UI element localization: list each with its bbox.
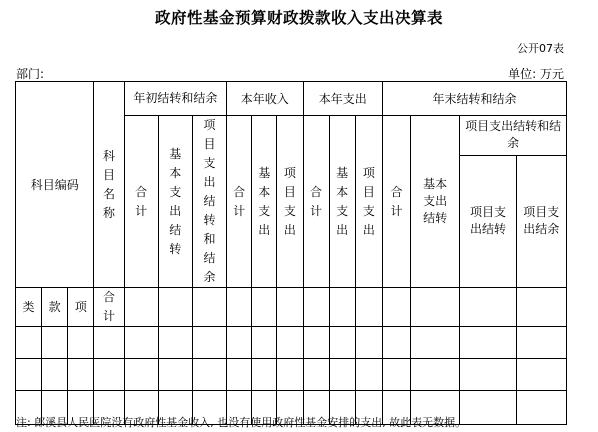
- unit-label: 单位: 万元: [508, 67, 564, 81]
- class-row: [16, 288, 567, 327]
- end-project-group-header: 项目支出结转和结余: [460, 116, 567, 156]
- header-row-1: [16, 82, 567, 116]
- end-total-header: 合计: [382, 116, 410, 288]
- table-cell: [411, 288, 460, 327]
- end-project-surplus-header: 项目支出结余: [516, 155, 566, 287]
- table-cell: [227, 288, 252, 327]
- table-cell: [158, 288, 192, 327]
- table-row: [16, 327, 567, 359]
- form-number: 公开07表: [517, 42, 564, 55]
- end-project-carry-header: 项目支出结转: [460, 155, 516, 287]
- income-basic-header: 基本支出: [252, 116, 277, 288]
- table-cell: [277, 288, 303, 327]
- begin-total-header: 合计: [124, 116, 158, 288]
- begin-basic-header: 基本支出结转: [158, 116, 192, 288]
- page-title: 政府性基金预算财政拨款收入支出决算表: [154, 9, 443, 27]
- table-cell: [460, 288, 516, 327]
- end-balance-header: 年末结转和结余: [382, 82, 566, 116]
- table-cell: [516, 288, 566, 327]
- class-kuan: 款: [42, 288, 68, 327]
- table-cell: [329, 288, 355, 327]
- expense-total-header: 合计: [303, 116, 329, 288]
- income-project-header: 项目支出: [277, 116, 303, 288]
- expense-basic-header: 基本支出: [329, 116, 355, 288]
- subject-name-header: 科目名称: [94, 82, 124, 288]
- table-cell: [252, 288, 277, 327]
- begin-balance-header: 年初结转和结余: [124, 82, 227, 116]
- table-cell: [355, 288, 382, 327]
- end-basic-header: 基本支出结转: [411, 116, 460, 288]
- expense-header: 本年支出: [303, 82, 382, 116]
- begin-project-header: 项目支出结转和结余: [192, 116, 226, 288]
- table-cell: [192, 288, 226, 327]
- department-label: 部门:: [16, 67, 45, 81]
- subject-code-header: 科目编码: [16, 82, 94, 288]
- table-cell: [382, 288, 410, 327]
- class-xiang: 项: [68, 288, 94, 327]
- footnote: 注: 郎溪县人民医院没有政府性基金收入, 也没有使用政府性基金安排的支出, 故此表无数据。: [16, 416, 467, 429]
- table-cell: [124, 288, 158, 327]
- income-total-header: 合计: [227, 116, 252, 288]
- expense-project-header: 项目支出: [355, 116, 382, 288]
- budget-table: [15, 81, 567, 425]
- table-cell: [303, 288, 329, 327]
- total-label: 合计: [94, 288, 124, 327]
- class-lei: 类: [16, 288, 42, 327]
- table-row: [16, 359, 567, 391]
- income-header: 本年收入: [227, 82, 303, 116]
